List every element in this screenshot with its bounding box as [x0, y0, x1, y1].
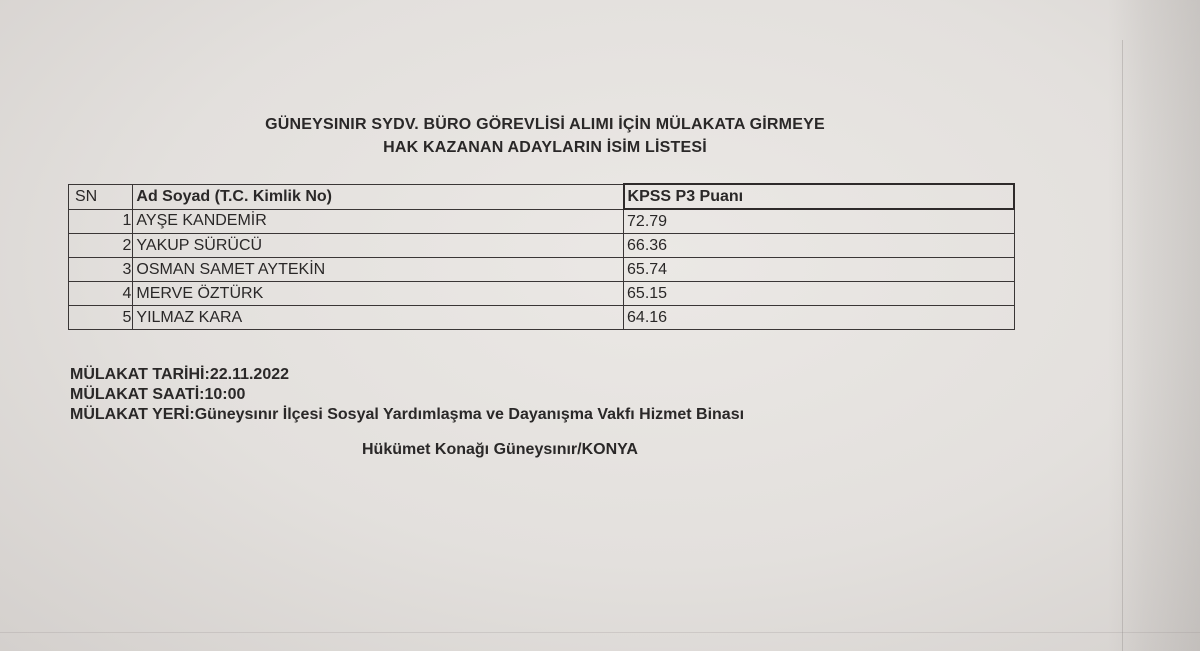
document-title — [120, 113, 970, 159]
page-bottom-edge — [0, 632, 1200, 633]
interview-place: MÜLAKAT YERİ:Güneysınır İlçesi Sosyal Yardımlaşma ve Dayanışma Vakfı Hizmet Binası — [70, 406, 745, 423]
interview-date: MÜLAKAT TARİHİ:22.11.2022 — [70, 366, 290, 383]
page-fold-line — [1122, 40, 1123, 651]
row-sn: 2 — [69, 234, 133, 258]
row-name: YILMAZ KARA — [133, 306, 624, 330]
interview-info — [70, 365, 745, 458]
interview-time: MÜLAKAT SAATİ:10:00 — [70, 386, 246, 403]
header-name: Ad Soyad (T.C. Kimlik No) — [133, 184, 624, 209]
candidate-table — [68, 183, 1015, 330]
row-score: 65.74 — [624, 258, 1014, 282]
header-score: KPSS P3 Puanı — [624, 184, 1014, 209]
interview-place-line-2: Hükümet Konağı Güneysınır/KONYA — [362, 441, 638, 458]
table-row — [69, 209, 1015, 234]
row-sn: 4 — [69, 282, 133, 306]
table-row — [69, 234, 1015, 258]
title-line-1: GÜNEYSINIR SYDV. BÜRO GÖREVLİSİ ALIMI İÇİN MÜLAKATA GİRMEYE — [265, 116, 825, 133]
table-row — [69, 306, 1015, 330]
row-score: 64.16 — [624, 306, 1014, 330]
row-sn: 5 — [69, 306, 133, 330]
row-sn: 3 — [69, 258, 133, 282]
table-row — [69, 258, 1015, 282]
row-score: 72.79 — [624, 209, 1014, 234]
header-sn: SN — [69, 184, 133, 209]
row-name: YAKUP SÜRÜCÜ — [133, 234, 624, 258]
row-score: 65.15 — [624, 282, 1014, 306]
row-name: OSMAN SAMET AYTEKİN — [133, 258, 624, 282]
row-score: 66.36 — [624, 234, 1014, 258]
title-line-2: HAK KAZANAN ADAYLARIN İSİM LİSTESİ — [383, 139, 707, 156]
row-sn: 1 — [69, 209, 133, 234]
table-row — [69, 282, 1015, 306]
row-name: MERVE ÖZTÜRK — [133, 282, 624, 306]
table-header-row — [69, 184, 1015, 209]
row-name: AYŞE KANDEMİR — [133, 209, 624, 234]
